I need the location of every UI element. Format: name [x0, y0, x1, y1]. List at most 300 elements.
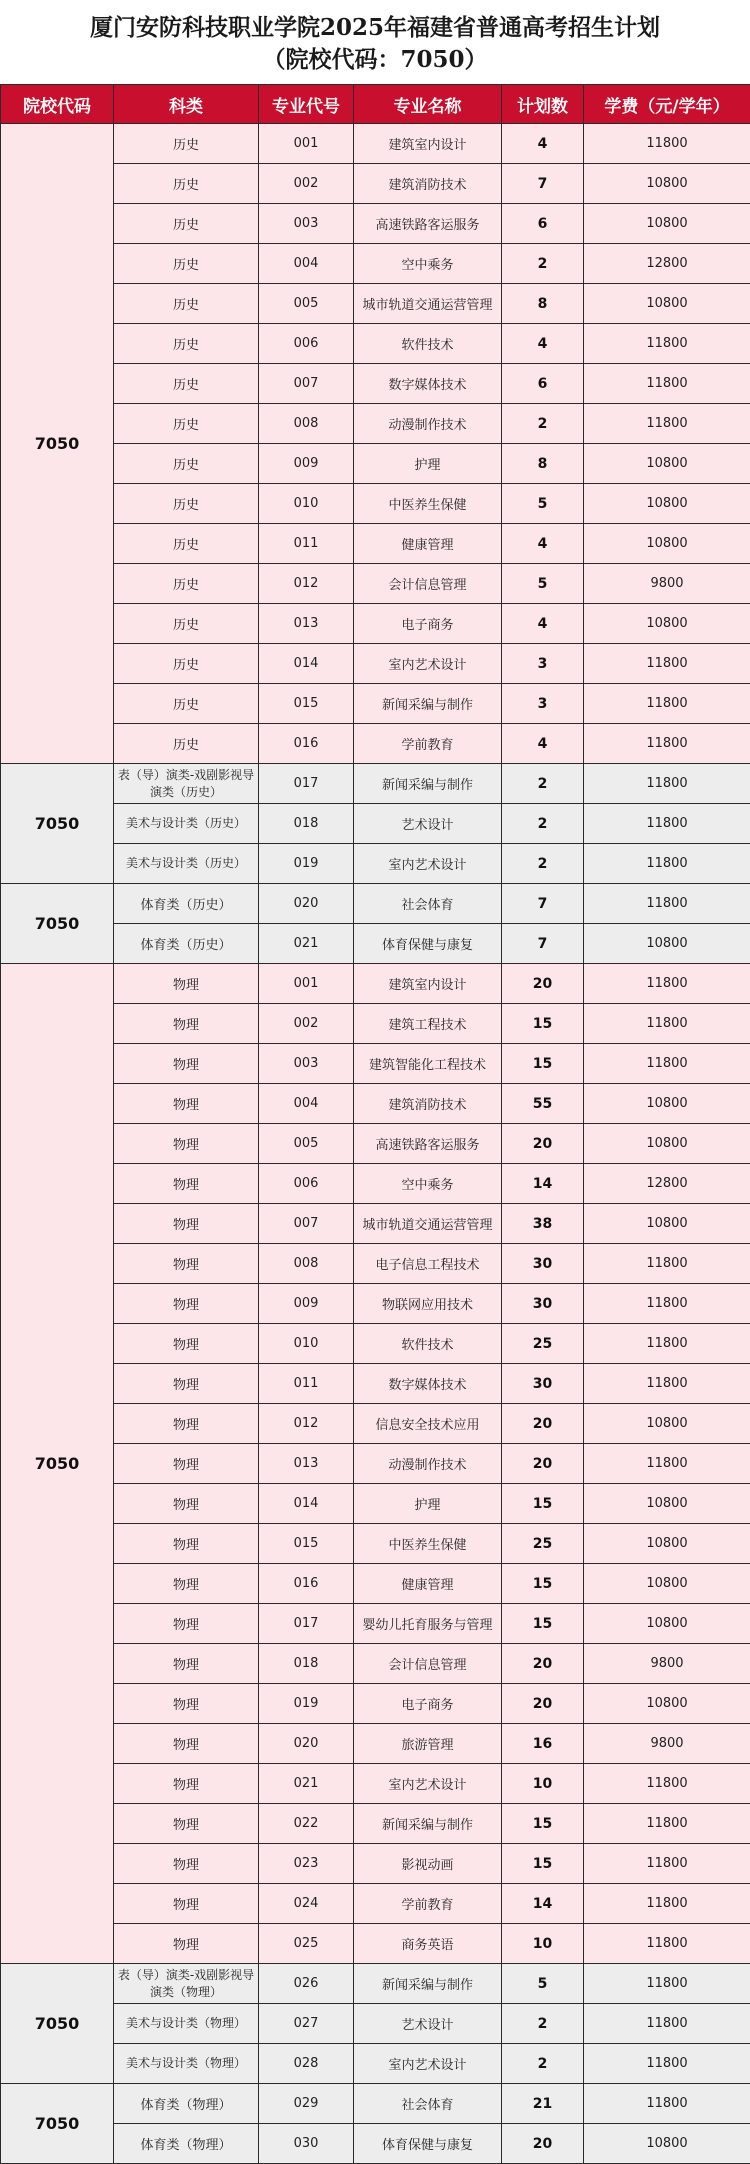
major-code-cell: 030 [259, 2124, 354, 2164]
table-row [1, 1724, 750, 1764]
major-code-cell: 019 [259, 844, 354, 884]
category-cell: 物理 [114, 1644, 259, 1684]
plan-count-cell: 8 [502, 284, 584, 324]
major-name-cell: 高速铁路客运服务 [354, 204, 502, 244]
category-cell: 历史 [114, 164, 259, 204]
major-code-cell: 010 [259, 1324, 354, 1364]
major-name-cell: 城市轨道交通运营管理 [354, 284, 502, 324]
major-name-cell: 社会体育 [354, 884, 502, 924]
plan-count-cell: 4 [502, 604, 584, 644]
table-row [1, 2044, 750, 2084]
header-row [1, 85, 750, 124]
major-name-cell: 建筑室内设计 [354, 124, 502, 164]
tuition-cell: 11800 [584, 1844, 750, 1884]
major-code-cell: 020 [259, 884, 354, 924]
category-cell: 历史 [114, 644, 259, 684]
plan-count-cell: 15 [502, 1604, 584, 1644]
plan-count-cell: 14 [502, 1164, 584, 1204]
category-cell: 体育类（物理） [114, 2124, 259, 2164]
category-cell: 物理 [114, 1244, 259, 1284]
table-row [1, 1684, 750, 1724]
major-name-cell: 室内艺术设计 [354, 2044, 502, 2084]
table-row [1, 1444, 750, 1484]
table-row [1, 1604, 750, 1644]
category-cell: 历史 [114, 444, 259, 484]
major-code-cell: 028 [259, 2044, 354, 2084]
major-name-cell: 艺术设计 [354, 2004, 502, 2044]
category-cell: 历史 [114, 404, 259, 444]
plan-count-cell: 15 [502, 1484, 584, 1524]
tuition-cell: 10800 [584, 604, 750, 644]
major-name-cell: 学前教育 [354, 724, 502, 764]
major-name-cell: 体育保健与康复 [354, 924, 502, 964]
major-code-cell: 002 [259, 164, 354, 204]
school-code-cell: 7050 [1, 884, 114, 964]
major-name-cell: 体育保健与康复 [354, 2124, 502, 2164]
tuition-cell: 10800 [584, 1484, 750, 1524]
table-row [1, 724, 750, 764]
plan-count-cell: 5 [502, 564, 584, 604]
school-code-cell: 7050 [1, 2084, 114, 2164]
major-code-cell: 017 [259, 1604, 354, 1644]
table-row [1, 684, 750, 724]
major-code-cell: 025 [259, 1924, 354, 1964]
major-name-cell: 婴幼儿托育服务与管理 [354, 1604, 502, 1644]
major-code-cell: 009 [259, 444, 354, 484]
tuition-cell: 10800 [584, 204, 750, 244]
plan-count-cell: 2 [502, 764, 584, 804]
tuition-cell: 9800 [584, 564, 750, 604]
plan-count-cell: 20 [502, 1684, 584, 1724]
major-code-cell: 012 [259, 564, 354, 604]
plan-count-cell: 6 [502, 364, 584, 404]
header-school-code: 院校代码 [1, 85, 114, 124]
major-name-cell: 会计信息管理 [354, 564, 502, 604]
major-code-cell: 017 [259, 764, 354, 804]
major-name-cell: 室内艺术设计 [354, 844, 502, 884]
tuition-cell: 10800 [584, 1524, 750, 1564]
plan-count-cell: 2 [502, 2004, 584, 2044]
tuition-cell: 11800 [584, 1964, 750, 2004]
table-row [1, 164, 750, 204]
major-code-cell: 003 [259, 204, 354, 244]
category-cell: 物理 [114, 1684, 259, 1724]
major-code-cell: 026 [259, 1964, 354, 2004]
tuition-cell: 11800 [584, 684, 750, 724]
tuition-cell: 11800 [584, 804, 750, 844]
plan-count-cell: 7 [502, 924, 584, 964]
title-line-1: 厦门安防科技职业学院2025年福建省普通高考招生计划 [0, 12, 750, 44]
category-cell: 物理 [114, 1764, 259, 1804]
table-row [1, 804, 750, 844]
category-cell: 物理 [114, 1204, 259, 1244]
table-row [1, 1084, 750, 1124]
major-name-cell: 高速铁路客运服务 [354, 1124, 502, 1164]
major-name-cell: 城市轨道交通运营管理 [354, 1204, 502, 1244]
table-row [1, 924, 750, 964]
plan-count-cell: 6 [502, 204, 584, 244]
header-category: 科类 [114, 85, 259, 124]
table-row [1, 404, 750, 444]
tuition-cell: 10800 [584, 1564, 750, 1604]
tuition-cell: 11800 [584, 1924, 750, 1964]
tuition-cell: 11800 [584, 2004, 750, 2044]
category-cell: 物理 [114, 1404, 259, 1444]
plan-count-cell: 7 [502, 164, 584, 204]
major-code-cell: 020 [259, 1724, 354, 1764]
category-cell: 物理 [114, 1364, 259, 1404]
category-cell: 物理 [114, 1724, 259, 1764]
major-name-cell: 数字媒体技术 [354, 1364, 502, 1404]
major-code-cell: 019 [259, 1684, 354, 1724]
plan-count-cell: 8 [502, 444, 584, 484]
major-name-cell: 中医养生保健 [354, 1524, 502, 1564]
tuition-cell: 12800 [584, 1164, 750, 1204]
tuition-cell: 10800 [584, 164, 750, 204]
major-code-cell: 008 [259, 404, 354, 444]
tuition-cell: 11800 [584, 1004, 750, 1044]
table-row [1, 444, 750, 484]
major-code-cell: 007 [259, 364, 354, 404]
tuition-cell: 11800 [584, 1244, 750, 1284]
plan-count-cell: 30 [502, 1364, 584, 1404]
school-code-cell: 7050 [1, 124, 114, 764]
plan-count-cell: 2 [502, 844, 584, 884]
school-code-cell: 7050 [1, 764, 114, 884]
major-name-cell: 健康管理 [354, 524, 502, 564]
plan-count-cell: 10 [502, 1764, 584, 1804]
major-code-cell: 014 [259, 1484, 354, 1524]
tuition-cell: 9800 [584, 1724, 750, 1764]
table-row [1, 484, 750, 524]
plan-count-cell: 3 [502, 684, 584, 724]
major-code-cell: 005 [259, 284, 354, 324]
table-row [1, 2084, 750, 2124]
tuition-cell: 11800 [584, 2084, 750, 2124]
tuition-cell: 11800 [584, 1444, 750, 1484]
major-name-cell: 艺术设计 [354, 804, 502, 844]
table-row [1, 204, 750, 244]
tuition-cell: 11800 [584, 124, 750, 164]
major-code-cell: 002 [259, 1004, 354, 1044]
enrollment-plan-table [0, 84, 750, 2164]
tuition-cell: 11800 [584, 404, 750, 444]
tuition-cell: 10800 [584, 924, 750, 964]
major-code-cell: 011 [259, 1364, 354, 1404]
category-cell: 表（导）演类-戏剧影视导演类（物理） [114, 1964, 259, 2004]
school-code-cell: 7050 [1, 1964, 114, 2084]
page-title [0, 0, 750, 84]
table-row [1, 1924, 750, 1964]
tuition-cell: 11800 [584, 324, 750, 364]
major-name-cell: 室内艺术设计 [354, 1764, 502, 1804]
major-code-cell: 024 [259, 1884, 354, 1924]
major-code-cell: 027 [259, 2004, 354, 2044]
table-row [1, 564, 750, 604]
major-name-cell: 软件技术 [354, 1324, 502, 1364]
category-cell: 体育类（历史） [114, 924, 259, 964]
plan-count-cell: 20 [502, 2124, 584, 2164]
major-code-cell: 012 [259, 1404, 354, 1444]
table-row [1, 1004, 750, 1044]
plan-count-cell: 2 [502, 804, 584, 844]
table-row [1, 1764, 750, 1804]
table-row [1, 884, 750, 924]
category-cell: 历史 [114, 284, 259, 324]
category-cell: 物理 [114, 1844, 259, 1884]
table-row [1, 1124, 750, 1164]
tuition-cell: 11800 [584, 764, 750, 804]
major-name-cell: 空中乘务 [354, 244, 502, 284]
major-name-cell: 建筑室内设计 [354, 964, 502, 1004]
header-tuition: 学费（元/学年） [584, 85, 750, 124]
major-name-cell: 动漫制作技术 [354, 1444, 502, 1484]
major-name-cell: 商务英语 [354, 1924, 502, 1964]
table-row [1, 1244, 750, 1284]
major-name-cell: 信息安全技术应用 [354, 1404, 502, 1444]
major-name-cell: 护理 [354, 444, 502, 484]
table-row [1, 1524, 750, 1564]
major-code-cell: 029 [259, 2084, 354, 2124]
tuition-cell: 10800 [584, 1604, 750, 1644]
table-row [1, 1844, 750, 1884]
table-row [1, 1564, 750, 1604]
plan-count-cell: 10 [502, 1924, 584, 1964]
category-cell: 历史 [114, 684, 259, 724]
title-line-2: （院校代码：7050） [0, 44, 750, 76]
category-cell: 历史 [114, 724, 259, 764]
school-code-cell: 7050 [1, 964, 114, 1964]
table-row [1, 1044, 750, 1084]
plan-count-cell: 14 [502, 1884, 584, 1924]
major-code-cell: 018 [259, 1644, 354, 1684]
tuition-cell: 9800 [584, 1644, 750, 1684]
major-name-cell: 物联网应用技术 [354, 1284, 502, 1324]
plan-count-cell: 15 [502, 1844, 584, 1884]
category-cell: 美术与设计类（历史） [114, 844, 259, 884]
major-name-cell: 会计信息管理 [354, 1644, 502, 1684]
tuition-cell: 11800 [584, 1884, 750, 1924]
category-cell: 物理 [114, 1164, 259, 1204]
major-code-cell: 009 [259, 1284, 354, 1324]
major-name-cell: 建筑工程技术 [354, 1004, 502, 1044]
plan-count-cell: 20 [502, 1404, 584, 1444]
major-name-cell: 电子商务 [354, 604, 502, 644]
table-row [1, 644, 750, 684]
plan-count-cell: 55 [502, 1084, 584, 1124]
major-name-cell: 社会体育 [354, 2084, 502, 2124]
major-code-cell: 010 [259, 484, 354, 524]
category-cell: 历史 [114, 244, 259, 284]
major-name-cell: 新闻采编与制作 [354, 764, 502, 804]
plan-count-cell: 7 [502, 884, 584, 924]
major-name-cell: 影视动画 [354, 1844, 502, 1884]
tuition-cell: 11800 [584, 644, 750, 684]
table-row [1, 124, 750, 164]
major-code-cell: 004 [259, 244, 354, 284]
plan-count-cell: 4 [502, 724, 584, 764]
tuition-cell: 10800 [584, 484, 750, 524]
major-code-cell: 018 [259, 804, 354, 844]
category-cell: 物理 [114, 1604, 259, 1644]
major-code-cell: 005 [259, 1124, 354, 1164]
category-cell: 物理 [114, 1444, 259, 1484]
tuition-cell: 11800 [584, 1324, 750, 1364]
plan-count-cell: 15 [502, 1804, 584, 1844]
major-code-cell: 021 [259, 924, 354, 964]
category-cell: 历史 [114, 564, 259, 604]
plan-count-cell: 2 [502, 244, 584, 284]
plan-count-cell: 20 [502, 964, 584, 1004]
major-name-cell: 中医养生保健 [354, 484, 502, 524]
tuition-cell: 11800 [584, 1284, 750, 1324]
major-name-cell: 软件技术 [354, 324, 502, 364]
major-code-cell: 021 [259, 1764, 354, 1804]
major-name-cell: 空中乘务 [354, 1164, 502, 1204]
major-code-cell: 013 [259, 1444, 354, 1484]
plan-count-cell: 38 [502, 1204, 584, 1244]
table-row [1, 1484, 750, 1524]
major-name-cell: 电子商务 [354, 1684, 502, 1724]
category-cell: 物理 [114, 1924, 259, 1964]
major-code-cell: 008 [259, 1244, 354, 1284]
plan-count-cell: 4 [502, 124, 584, 164]
tuition-cell: 10800 [584, 2124, 750, 2164]
tuition-cell: 11800 [584, 2044, 750, 2084]
table-row [1, 364, 750, 404]
category-cell: 历史 [114, 524, 259, 564]
major-code-cell: 022 [259, 1804, 354, 1844]
major-code-cell: 016 [259, 724, 354, 764]
plan-count-cell: 30 [502, 1244, 584, 1284]
major-name-cell: 动漫制作技术 [354, 404, 502, 444]
plan-count-cell: 25 [502, 1324, 584, 1364]
category-cell: 物理 [114, 964, 259, 1004]
tuition-cell: 10800 [584, 1204, 750, 1244]
category-cell: 物理 [114, 1484, 259, 1524]
major-name-cell: 护理 [354, 1484, 502, 1524]
table-row [1, 1204, 750, 1244]
category-cell: 物理 [114, 1884, 259, 1924]
category-cell: 物理 [114, 1124, 259, 1164]
major-name-cell: 电子信息工程技术 [354, 1244, 502, 1284]
tuition-cell: 10800 [584, 284, 750, 324]
tuition-cell: 11800 [584, 844, 750, 884]
plan-count-cell: 30 [502, 1284, 584, 1324]
table-row [1, 1404, 750, 1444]
plan-count-cell: 15 [502, 1004, 584, 1044]
tuition-cell: 11800 [584, 1364, 750, 1404]
category-cell: 物理 [114, 1004, 259, 1044]
category-cell: 历史 [114, 204, 259, 244]
plan-count-cell: 4 [502, 524, 584, 564]
major-name-cell: 室内艺术设计 [354, 644, 502, 684]
table-row [1, 284, 750, 324]
tuition-cell: 10800 [584, 524, 750, 564]
table-row [1, 2004, 750, 2044]
table-row [1, 1164, 750, 1204]
major-code-cell: 001 [259, 964, 354, 1004]
table-row [1, 1364, 750, 1404]
plan-count-cell: 3 [502, 644, 584, 684]
plan-count-cell: 21 [502, 2084, 584, 2124]
major-code-cell: 023 [259, 1844, 354, 1884]
major-code-cell: 015 [259, 1524, 354, 1564]
category-cell: 物理 [114, 1804, 259, 1844]
table-row [1, 1644, 750, 1684]
table-row [1, 2124, 750, 2164]
tuition-cell: 10800 [584, 1084, 750, 1124]
plan-count-cell: 4 [502, 324, 584, 364]
major-code-cell: 006 [259, 1164, 354, 1204]
category-cell: 物理 [114, 1524, 259, 1564]
header-plan-count: 计划数 [502, 85, 584, 124]
category-cell: 物理 [114, 1284, 259, 1324]
tuition-cell: 11800 [584, 1804, 750, 1844]
major-name-cell: 学前教育 [354, 1884, 502, 1924]
major-code-cell: 006 [259, 324, 354, 364]
major-name-cell: 数字媒体技术 [354, 364, 502, 404]
table-row [1, 324, 750, 364]
major-name-cell: 健康管理 [354, 1564, 502, 1604]
table-row [1, 244, 750, 284]
tuition-cell: 10800 [584, 1404, 750, 1444]
category-cell: 历史 [114, 324, 259, 364]
plan-count-cell: 20 [502, 1444, 584, 1484]
category-cell: 历史 [114, 364, 259, 404]
category-cell: 美术与设计类（历史） [114, 804, 259, 844]
header-major-code: 专业代号 [259, 85, 354, 124]
tuition-cell: 11800 [584, 964, 750, 1004]
table-row [1, 1804, 750, 1844]
major-code-cell: 004 [259, 1084, 354, 1124]
category-cell: 体育类（历史） [114, 884, 259, 924]
category-cell: 美术与设计类（物理） [114, 2004, 259, 2044]
plan-count-cell: 2 [502, 2044, 584, 2084]
table-row [1, 964, 750, 1004]
table-row [1, 524, 750, 564]
major-name-cell: 新闻采编与制作 [354, 684, 502, 724]
tuition-cell: 11800 [584, 1044, 750, 1084]
table-body [1, 124, 750, 2164]
major-code-cell: 011 [259, 524, 354, 564]
major-name-cell: 新闻采编与制作 [354, 1964, 502, 2004]
category-cell: 表（导）演类-戏剧影视导演类（历史） [114, 764, 259, 804]
tuition-cell: 11800 [584, 884, 750, 924]
category-cell: 历史 [114, 604, 259, 644]
category-cell: 美术与设计类（物理） [114, 2044, 259, 2084]
table-row [1, 1964, 750, 2004]
header-major-name: 专业名称 [354, 85, 502, 124]
tuition-cell: 10800 [584, 1684, 750, 1724]
major-code-cell: 007 [259, 1204, 354, 1244]
tuition-cell: 11800 [584, 724, 750, 764]
category-cell: 历史 [114, 124, 259, 164]
category-cell: 历史 [114, 484, 259, 524]
category-cell: 物理 [114, 1324, 259, 1364]
tuition-cell: 10800 [584, 1124, 750, 1164]
plan-count-cell: 20 [502, 1644, 584, 1684]
major-code-cell: 016 [259, 1564, 354, 1604]
table-row [1, 1284, 750, 1324]
category-cell: 物理 [114, 1564, 259, 1604]
plan-count-cell: 16 [502, 1724, 584, 1764]
tuition-cell: 11800 [584, 1764, 750, 1804]
plan-count-cell: 15 [502, 1044, 584, 1084]
category-cell: 物理 [114, 1084, 259, 1124]
tuition-cell: 10800 [584, 444, 750, 484]
major-code-cell: 015 [259, 684, 354, 724]
